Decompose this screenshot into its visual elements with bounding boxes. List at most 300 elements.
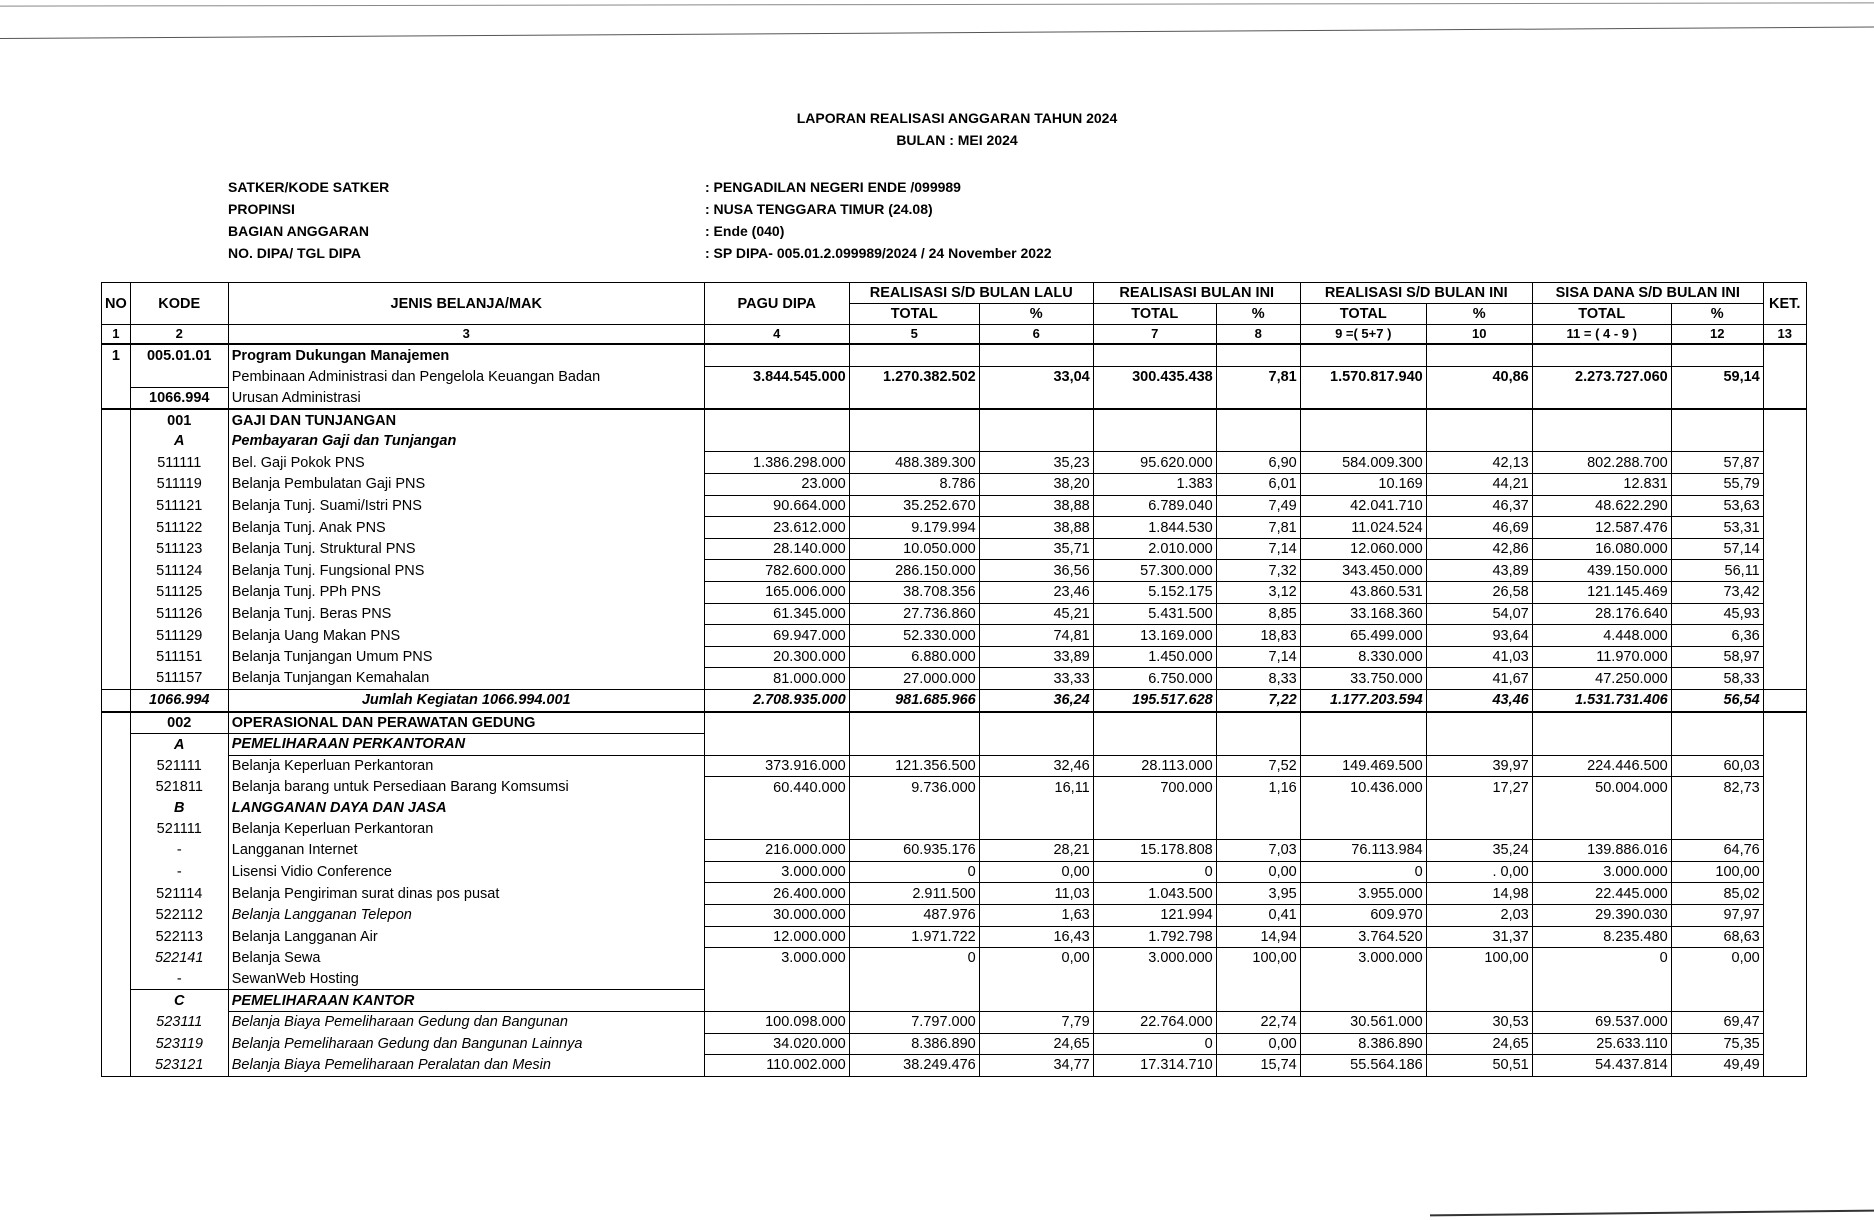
realisasi-lalu-pct: 74,81 (979, 625, 1093, 647)
realisasi-sd-ini-total: 10.436.000 (1300, 777, 1426, 798)
table-row (102, 344, 1807, 366)
realisasi-sd-ini-pct (1426, 969, 1532, 990)
row-description: Belanja Sewa (228, 948, 704, 969)
row-ket (1763, 734, 1806, 756)
table-row (102, 431, 1807, 452)
row-description: Bel. Gaji Pokok PNS (228, 452, 704, 474)
row-kode: C (130, 990, 228, 1012)
realisasi-sd-ini-pct: 14,98 (1426, 883, 1532, 905)
realisasi-lalu-total (849, 734, 979, 756)
realisasi-sd-ini-pct: 46,69 (1426, 517, 1532, 539)
realisasi-ini-total: 1.383 (1093, 474, 1216, 496)
table-row (102, 452, 1807, 474)
realisasi-sd-ini-total: 33.750.000 (1300, 668, 1426, 690)
realisasi-lalu-total: 9.736.000 (849, 777, 979, 798)
realisasi-lalu-pct: 24,65 (979, 1033, 1093, 1055)
realisasi-ini-pct (1216, 409, 1300, 431)
row-ket (1763, 452, 1806, 474)
realisasi-sd-ini-total (1300, 387, 1426, 409)
row-kode: 511122 (130, 517, 228, 539)
row-kode: - (130, 840, 228, 862)
sisa-dana-pct: 6,36 (1671, 625, 1763, 647)
sisa-dana-pct: 55,79 (1671, 474, 1763, 496)
realisasi-ini-total (1093, 431, 1216, 452)
realisasi-lalu-total (849, 712, 979, 734)
realisasi-lalu-total: 1.270.382.502 (849, 366, 979, 387)
realisasi-ini-total (1093, 387, 1216, 409)
sisa-dana-pct: 49,49 (1671, 1055, 1763, 1077)
realisasi-ini-total (1093, 712, 1216, 734)
row-description: Belanja Tunj. Suami/Istri PNS (228, 495, 704, 517)
realisasi-ini-pct: 7,81 (1216, 517, 1300, 539)
realisasi-lalu-pct: 7,79 (979, 1011, 1093, 1033)
realisasi-sd-ini-total: 8.330.000 (1300, 646, 1426, 668)
sisa-dana-pct (1671, 819, 1763, 840)
row-description: Belanja Tunj. Beras PNS (228, 603, 704, 625)
sisa-dana-total: 3.000.000 (1532, 861, 1671, 883)
pagu-dipa (704, 344, 849, 366)
row-number (102, 819, 131, 840)
realisasi-sd-ini-pct: 54,07 (1426, 603, 1532, 625)
table-body (102, 344, 1807, 1076)
sisa-dana-total: 69.537.000 (1532, 1011, 1671, 1033)
realisasi-lalu-total: 10.050.000 (849, 538, 979, 560)
realisasi-lalu-total: 9.179.994 (849, 517, 979, 539)
realisasi-ini-pct: 15,74 (1216, 1055, 1300, 1077)
realisasi-sd-ini-pct: . 0,00 (1426, 861, 1532, 883)
meta-value: : NUSA TENGGARA TIMUR (24.08) (705, 201, 933, 217)
realisasi-sd-ini-pct: 46,37 (1426, 495, 1532, 517)
table-row (102, 840, 1807, 862)
realisasi-ini-pct: 3,95 (1216, 883, 1300, 905)
sisa-dana-pct: 100,00 (1671, 861, 1763, 883)
sisa-dana-pct: 45,93 (1671, 603, 1763, 625)
realisasi-sd-ini-total: 609.970 (1300, 904, 1426, 926)
sisa-dana-pct (1671, 969, 1763, 990)
row-kode: - (130, 969, 228, 990)
realisasi-lalu-pct (979, 344, 1093, 366)
column-number: 10 (1426, 325, 1532, 345)
header-total: TOTAL (1532, 304, 1671, 325)
row-number (102, 668, 131, 690)
sisa-dana-pct: 73,42 (1671, 582, 1763, 604)
table-row (102, 861, 1807, 883)
row-description: OPERASIONAL DAN PERAWATAN GEDUNG (228, 712, 704, 734)
realisasi-sd-ini-total: 10.169 (1300, 474, 1426, 496)
realisasi-ini-total: 95.620.000 (1093, 452, 1216, 474)
realisasi-ini-total: 3.000.000 (1093, 948, 1216, 969)
realisasi-lalu-total: 6.880.000 (849, 646, 979, 668)
realisasi-sd-ini-total (1300, 431, 1426, 452)
realisasi-ini-pct (1216, 819, 1300, 840)
realisasi-sd-ini-total: 3.764.520 (1300, 926, 1426, 948)
sisa-dana-total: 224.446.500 (1532, 755, 1671, 777)
sisa-dana-total (1532, 990, 1671, 1012)
column-number: 3 (228, 325, 704, 345)
realisasi-ini-pct: 14,94 (1216, 926, 1300, 948)
row-ket (1763, 948, 1806, 969)
row-description: Belanja Uang Makan PNS (228, 625, 704, 647)
sisa-dana-pct: 53,31 (1671, 517, 1763, 539)
row-number (102, 990, 131, 1012)
realisasi-ini-total (1093, 969, 1216, 990)
sisa-dana-total: 25.633.110 (1532, 1033, 1671, 1055)
realisasi-ini-pct: 7,03 (1216, 840, 1300, 862)
sisa-dana-total: 8.235.480 (1532, 926, 1671, 948)
sisa-dana-total: 1.531.731.406 (1532, 690, 1671, 712)
table-row (102, 1011, 1807, 1033)
row-ket (1763, 1011, 1806, 1033)
sisa-dana-pct: 58,33 (1671, 668, 1763, 690)
row-description: SewanWeb Hosting (228, 969, 704, 990)
realisasi-ini-total: 57.300.000 (1093, 560, 1216, 582)
row-ket (1763, 517, 1806, 539)
realisasi-lalu-total: 0 (849, 948, 979, 969)
realisasi-lalu-total (849, 798, 979, 819)
realisasi-lalu-pct: 35,23 (979, 452, 1093, 474)
realisasi-sd-ini-total (1300, 819, 1426, 840)
realisasi-ini-total: 1.792.798 (1093, 926, 1216, 948)
table-row (102, 1033, 1807, 1055)
column-number: 5 (849, 325, 979, 345)
realisasi-ini-pct: 7,49 (1216, 495, 1300, 517)
row-number: 1 (102, 344, 131, 366)
realisasi-sd-ini-pct (1426, 990, 1532, 1012)
header-pagu-dipa: PAGU DIPA (704, 283, 849, 325)
realisasi-sd-ini-total: 1.177.203.594 (1300, 690, 1426, 712)
realisasi-ini-pct (1216, 431, 1300, 452)
realisasi-lalu-total: 52.330.000 (849, 625, 979, 647)
table-row (102, 582, 1807, 604)
realisasi-sd-ini-pct (1426, 712, 1532, 734)
table-row (102, 603, 1807, 625)
row-number (102, 904, 131, 926)
realisasi-sd-ini-total: 1.570.817.940 (1300, 366, 1426, 387)
row-kode: 522113 (130, 926, 228, 948)
pagu-dipa: 61.345.000 (704, 603, 849, 625)
table-row (102, 798, 1807, 819)
row-description: Urusan Administrasi (228, 387, 704, 409)
total-row (102, 690, 1807, 712)
row-ket (1763, 969, 1806, 990)
row-ket (1763, 926, 1806, 948)
sisa-dana-total: 54.437.814 (1532, 1055, 1671, 1077)
column-number: 1 (102, 325, 131, 345)
row-description: Belanja Pengiriman surat dinas pos pusat (228, 883, 704, 905)
sisa-dana-total (1532, 712, 1671, 734)
realisasi-ini-total: 5.152.175 (1093, 582, 1216, 604)
realisasi-sd-ini-pct: 50,51 (1426, 1055, 1532, 1077)
pagu-dipa: 60.440.000 (704, 777, 849, 798)
row-ket (1763, 474, 1806, 496)
pagu-dipa: 28.140.000 (704, 538, 849, 560)
row-number (102, 1033, 131, 1055)
row-number (102, 840, 131, 862)
row-number (102, 798, 131, 819)
realisasi-sd-ini-total (1300, 798, 1426, 819)
row-description: Belanja Tunjangan Kemahalan (228, 668, 704, 690)
sisa-dana-total (1532, 387, 1671, 409)
pagu-dipa: 100.098.000 (704, 1011, 849, 1033)
header-kode: KODE (130, 283, 228, 325)
realisasi-lalu-total (849, 387, 979, 409)
row-description: Belanja barang untuk Persediaan Barang Komsumsi (228, 777, 704, 798)
realisasi-ini-pct: 0,00 (1216, 861, 1300, 883)
realisasi-lalu-total: 27.736.860 (849, 603, 979, 625)
row-description: Belanja Langganan Air (228, 926, 704, 948)
sisa-dana-total: 16.080.000 (1532, 538, 1671, 560)
realisasi-sd-ini-pct: 24,65 (1426, 1033, 1532, 1055)
realisasi-ini-pct: 22,74 (1216, 1011, 1300, 1033)
realisasi-lalu-total: 286.150.000 (849, 560, 979, 582)
row-description: PEMELIHARAAN KANTOR (228, 990, 704, 1012)
sisa-dana-pct: 69,47 (1671, 1011, 1763, 1033)
row-number (102, 734, 131, 756)
sisa-dana-pct (1671, 431, 1763, 452)
row-number (102, 431, 131, 452)
realisasi-lalu-pct: 33,04 (979, 366, 1093, 387)
pagu-dipa (704, 990, 849, 1012)
sisa-dana-total (1532, 344, 1671, 366)
row-number (102, 948, 131, 969)
header-percent: % (1216, 304, 1300, 325)
row-number (102, 690, 131, 712)
pagu-dipa: 90.664.000 (704, 495, 849, 517)
realisasi-ini-total: 6.750.000 (1093, 668, 1216, 690)
column-number: 4 (704, 325, 849, 345)
sisa-dana-total: 802.288.700 (1532, 452, 1671, 474)
table-row (102, 734, 1807, 756)
realisasi-lalu-total (849, 409, 979, 431)
row-kode (130, 366, 228, 387)
realisasi-sd-ini-pct (1426, 798, 1532, 819)
row-ket (1763, 409, 1806, 431)
row-kode: 521111 (130, 819, 228, 840)
sisa-dana-total: 439.150.000 (1532, 560, 1671, 582)
realisasi-sd-ini-pct: 42,13 (1426, 452, 1532, 474)
row-kode: 001 (130, 409, 228, 431)
sisa-dana-total (1532, 409, 1671, 431)
pagu-dipa: 110.002.000 (704, 1055, 849, 1077)
realisasi-lalu-pct: 16,43 (979, 926, 1093, 948)
realisasi-sd-ini-total: 42.041.710 (1300, 495, 1426, 517)
meta-value: : PENGADILAN NEGERI ENDE /099989 (705, 179, 961, 195)
realisasi-sd-ini-total: 43.860.531 (1300, 582, 1426, 604)
realisasi-sd-ini-total (1300, 409, 1426, 431)
realisasi-ini-pct: 7,81 (1216, 366, 1300, 387)
row-kode: 521111 (130, 755, 228, 777)
budget-realization-table (101, 282, 1807, 1077)
sisa-dana-pct: 56,11 (1671, 560, 1763, 582)
realisasi-ini-total: 300.435.438 (1093, 366, 1216, 387)
pagu-dipa: 1.386.298.000 (704, 452, 849, 474)
realisasi-ini-total: 121.994 (1093, 904, 1216, 926)
row-description: LANGGANAN DAYA DAN JASA (228, 798, 704, 819)
row-ket (1763, 625, 1806, 647)
realisasi-lalu-total (849, 969, 979, 990)
realisasi-sd-ini-total (1300, 712, 1426, 734)
realisasi-lalu-pct: 34,77 (979, 1055, 1093, 1077)
pagu-dipa: 3.000.000 (704, 948, 849, 969)
sisa-dana-pct: 85,02 (1671, 883, 1763, 905)
realisasi-sd-ini-total: 33.168.360 (1300, 603, 1426, 625)
header-jenis-belanja: JENIS BELANJA/MAK (228, 283, 704, 325)
realisasi-sd-ini-pct: 2,03 (1426, 904, 1532, 926)
row-number (102, 1055, 131, 1077)
sisa-dana-total (1532, 969, 1671, 990)
row-number (102, 969, 131, 990)
row-description: Belanja Tunj. Struktural PNS (228, 538, 704, 560)
header-percent: % (1426, 304, 1532, 325)
row-kode: - (130, 861, 228, 883)
row-kode: 523111 (130, 1011, 228, 1033)
row-description: Belanja Tunj. Fungsional PNS (228, 560, 704, 582)
table-row (102, 819, 1807, 840)
realisasi-sd-ini-pct: 26,58 (1426, 582, 1532, 604)
realisasi-ini-pct: 1,16 (1216, 777, 1300, 798)
realisasi-sd-ini-total (1300, 969, 1426, 990)
sisa-dana-pct: 97,97 (1671, 904, 1763, 926)
pagu-dipa: 20.300.000 (704, 646, 849, 668)
realisasi-lalu-total (849, 819, 979, 840)
sisa-dana-total: 22.445.000 (1532, 883, 1671, 905)
row-description: Lisensi Vidio Conference (228, 861, 704, 883)
row-kode: 511111 (130, 452, 228, 474)
column-number: 6 (979, 325, 1093, 345)
sisa-dana-total: 28.176.640 (1532, 603, 1671, 625)
meta-label: NO. DIPA/ TGL DIPA (228, 245, 362, 261)
pagu-dipa: 782.600.000 (704, 560, 849, 582)
realisasi-ini-pct: 8,33 (1216, 668, 1300, 690)
sisa-dana-pct (1671, 409, 1763, 431)
row-kode: 002 (130, 712, 228, 734)
realisasi-ini-total (1093, 798, 1216, 819)
pagu-dipa (704, 734, 849, 756)
realisasi-sd-ini-pct (1426, 409, 1532, 431)
sisa-dana-pct: 57,87 (1671, 452, 1763, 474)
realisasi-lalu-pct (979, 387, 1093, 409)
realisasi-lalu-pct: 36,56 (979, 560, 1093, 582)
realisasi-lalu-total: 487.976 (849, 904, 979, 926)
table-row (102, 495, 1807, 517)
row-number (102, 538, 131, 560)
meta-row (228, 220, 1052, 242)
column-number-row (102, 325, 1807, 345)
realisasi-sd-ini-pct: 43,46 (1426, 690, 1532, 712)
header-percent: % (1671, 304, 1763, 325)
header-realisasi-bulan-ini: REALISASI BULAN INI (1093, 283, 1300, 304)
report-title: LAPORAN REALISASI ANGGARAN TAHUN 2024 (796, 110, 1118, 126)
realisasi-ini-pct (1216, 969, 1300, 990)
row-description: GAJI DAN TUNJANGAN (228, 409, 704, 431)
realisasi-sd-ini-pct (1426, 344, 1532, 366)
realisasi-ini-pct: 6,01 (1216, 474, 1300, 496)
table-row (102, 387, 1807, 409)
meta-row (228, 176, 1052, 198)
row-number (102, 861, 131, 883)
realisasi-lalu-pct: 33,89 (979, 646, 1093, 668)
realisasi-sd-ini-total (1300, 990, 1426, 1012)
column-number: 2 (130, 325, 228, 345)
row-number (102, 1011, 131, 1033)
sisa-dana-pct (1671, 990, 1763, 1012)
pagu-dipa: 30.000.000 (704, 904, 849, 926)
row-description: Belanja Biaya Pemeliharaan Peralatan dan Mesin (228, 1055, 704, 1077)
header-realisasi-sd-ini: REALISASI S/D BULAN INI (1300, 283, 1532, 304)
row-kode: 522112 (130, 904, 228, 926)
table-row (102, 538, 1807, 560)
pagu-dipa: 81.000.000 (704, 668, 849, 690)
realisasi-ini-pct: 0,00 (1216, 1033, 1300, 1055)
realisasi-lalu-total (849, 344, 979, 366)
table-row (102, 948, 1807, 969)
realisasi-ini-total: 15.178.808 (1093, 840, 1216, 862)
realisasi-ini-total (1093, 409, 1216, 431)
row-number (102, 625, 131, 647)
row-kode: 1066.994 (130, 690, 228, 712)
realisasi-ini-pct (1216, 990, 1300, 1012)
realisasi-ini-pct (1216, 798, 1300, 819)
sisa-dana-total (1532, 734, 1671, 756)
row-ket (1763, 777, 1806, 798)
sisa-dana-pct: 0,00 (1671, 948, 1763, 969)
realisasi-sd-ini-pct: 100,00 (1426, 948, 1532, 969)
row-number (102, 777, 131, 798)
scan-edge-line (1430, 1210, 1874, 1217)
meta-value: : Ende (040) (705, 223, 785, 239)
realisasi-sd-ini-total: 12.060.000 (1300, 538, 1426, 560)
realisasi-sd-ini-total: 8.386.890 (1300, 1033, 1426, 1055)
header-no: NO (102, 283, 131, 325)
pagu-dipa: 26.400.000 (704, 883, 849, 905)
row-ket (1763, 431, 1806, 452)
sisa-dana-total: 4.448.000 (1532, 625, 1671, 647)
realisasi-lalu-total: 27.000.000 (849, 668, 979, 690)
row-kode: 521811 (130, 777, 228, 798)
column-number: 9 =( 5+7 ) (1300, 325, 1426, 345)
row-number (102, 495, 131, 517)
realisasi-lalu-total: 38.249.476 (849, 1055, 979, 1077)
table-row (102, 755, 1807, 777)
row-kode: 511126 (130, 603, 228, 625)
row-kode: A (130, 734, 228, 756)
pagu-dipa: 216.000.000 (704, 840, 849, 862)
sisa-dana-pct: 58,97 (1671, 646, 1763, 668)
sisa-dana-total: 48.622.290 (1532, 495, 1671, 517)
row-number (102, 366, 131, 387)
realisasi-ini-pct: 0,41 (1216, 904, 1300, 926)
row-description: Belanja Tunjangan Umum PNS (228, 646, 704, 668)
sisa-dana-pct (1671, 798, 1763, 819)
realisasi-sd-ini-pct: 39,97 (1426, 755, 1532, 777)
sisa-dana-total: 12.831 (1532, 474, 1671, 496)
row-number (102, 603, 131, 625)
header-percent: % (979, 304, 1093, 325)
pagu-dipa (704, 969, 849, 990)
realisasi-lalu-pct: 38,88 (979, 517, 1093, 539)
sisa-dana-total: 121.145.469 (1532, 582, 1671, 604)
realisasi-ini-pct: 100,00 (1216, 948, 1300, 969)
scan-edge-line (0, 27, 1874, 39)
realisasi-sd-ini-pct (1426, 387, 1532, 409)
realisasi-sd-ini-pct: 43,89 (1426, 560, 1532, 582)
pagu-dipa: 3.000.000 (704, 861, 849, 883)
row-kode: B (130, 798, 228, 819)
table-row (102, 904, 1807, 926)
row-number (102, 646, 131, 668)
table-row (102, 969, 1807, 990)
realisasi-ini-total (1093, 734, 1216, 756)
